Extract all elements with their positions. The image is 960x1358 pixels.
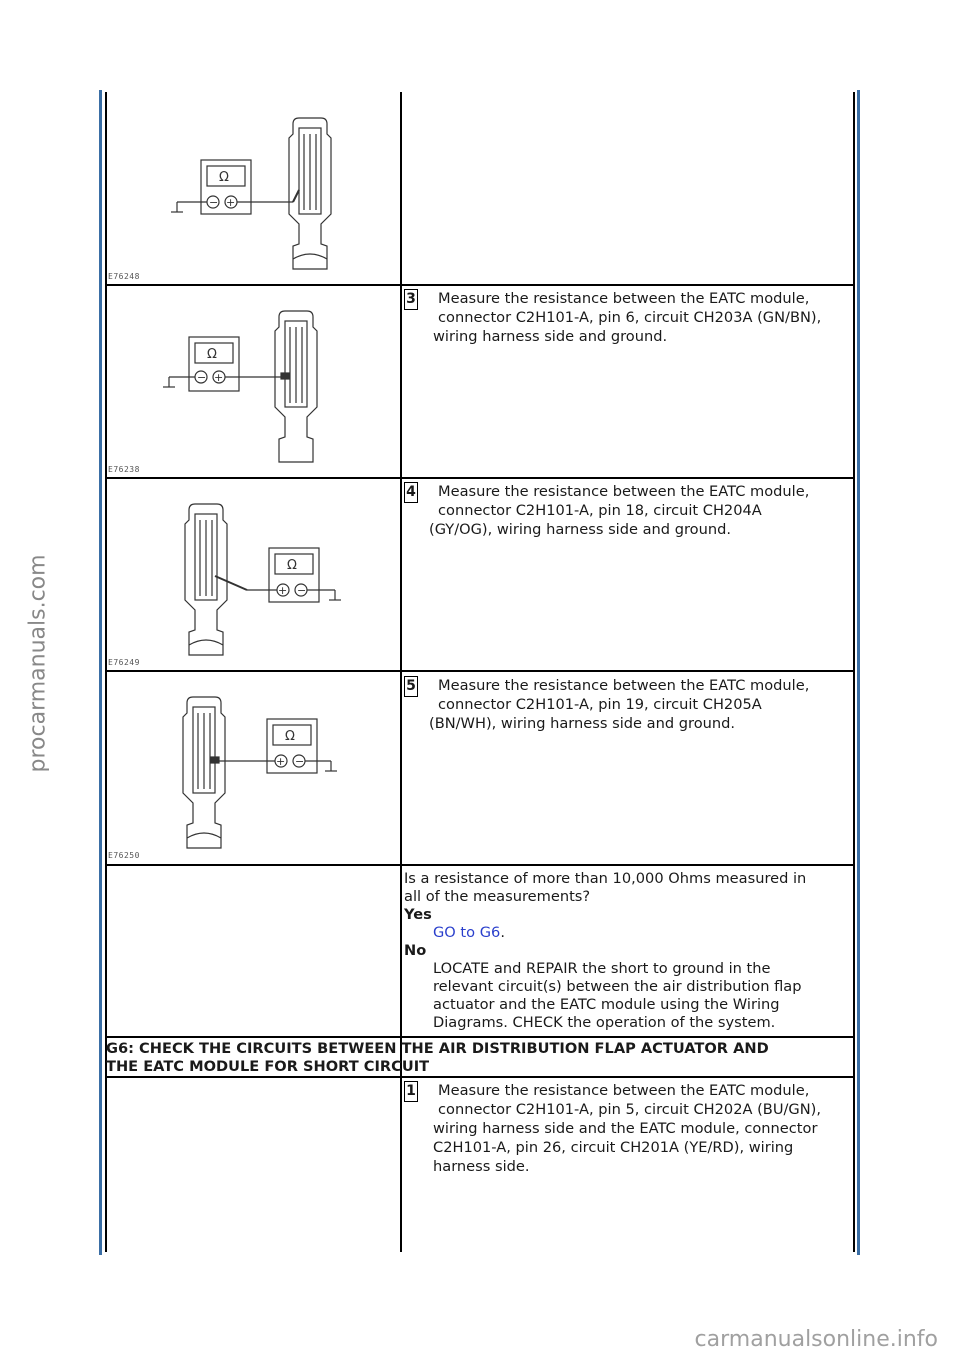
ohm-symbol: Ω xyxy=(207,347,217,362)
figure-id-e76250: E76250 xyxy=(108,851,140,860)
step-line-3: (BN/WH), wiring harness side and ground. xyxy=(429,715,736,732)
row-divider-3 xyxy=(105,670,855,672)
step-3 xyxy=(404,289,854,345)
go-to-g6-link[interactable]: GO to G6 xyxy=(433,924,501,941)
step-line-5: harness side. xyxy=(433,1158,530,1175)
question-block xyxy=(404,870,854,1032)
bottom-watermark: carmanualsonline.info xyxy=(694,1327,938,1352)
step-line-3: wiring harness side and the EATC module, connector xyxy=(433,1120,818,1137)
step-line-3: (GY/OG), wiring harness side and ground. xyxy=(429,521,731,538)
no-line-2: relevant circuit(s) between the air distribution flap xyxy=(433,978,802,995)
ohm-symbol: Ω xyxy=(219,170,229,185)
step-text xyxy=(433,289,858,346)
multimeter xyxy=(211,719,337,773)
ohm-symbol: Ω xyxy=(285,729,295,744)
multimeter xyxy=(171,160,299,214)
minus-terminal-label: − xyxy=(297,584,307,597)
plus-terminal-label: + xyxy=(214,371,224,384)
minus-terminal-label: − xyxy=(295,755,305,768)
step-number: 1 xyxy=(404,1081,418,1102)
right-border xyxy=(853,92,855,1252)
step-line-2: connector C2H101-A, pin 6, circuit CH203A (GN/BN), xyxy=(438,309,822,326)
figure-e76238 xyxy=(107,287,399,477)
g6-heading xyxy=(106,1040,846,1076)
figure-id-e76248: E76248 xyxy=(108,272,140,281)
row-divider-2 xyxy=(105,477,855,479)
figure-e76248 xyxy=(107,94,399,284)
no-line-3: actuator and the EATC module using the Wiring xyxy=(433,996,780,1013)
left-blue-rule xyxy=(99,90,102,1255)
step-line-1: Measure the resistance between the EATC module, xyxy=(438,290,810,307)
step-line-1: Measure the resistance between the EATC module, xyxy=(438,1082,810,1099)
column-divider xyxy=(400,92,402,1252)
step-text xyxy=(433,1081,858,1176)
step-line-4: C2H101-A, pin 26, circuit CH201A (YE/RD), wiring xyxy=(433,1139,794,1156)
step-4 xyxy=(404,482,854,538)
step-number: 5 xyxy=(404,676,418,697)
figure-id-e76238: E76238 xyxy=(108,465,140,474)
question-line-1: Is a resistance of more than 10,000 Ohms measured in xyxy=(404,870,807,887)
question-line-2: all of the measurements? xyxy=(404,888,591,905)
step-line-2: connector C2H101-A, pin 5, circuit CH202A (BU/GN), xyxy=(438,1101,821,1118)
step-line-2: connector C2H101-A, pin 19, circuit CH205A xyxy=(438,696,762,713)
step-number: 3 xyxy=(404,289,418,310)
plus-terminal-label: + xyxy=(278,584,288,597)
step-number: 4 xyxy=(404,482,418,503)
connector-illustration xyxy=(289,118,331,269)
connector-illustration xyxy=(275,311,317,462)
minus-terminal-label: − xyxy=(197,371,207,384)
step-line-2: connector C2H101-A, pin 18, circuit CH204A xyxy=(438,502,762,519)
no-line-4: Diagrams. CHECK the operation of the system. xyxy=(433,1014,776,1031)
yes-answer xyxy=(404,924,854,942)
ohm-symbol: Ω xyxy=(287,558,297,573)
minus-terminal-label: − xyxy=(209,196,219,209)
multimeter xyxy=(215,548,341,602)
no-label: No xyxy=(404,942,427,959)
g6-heading-line-2: THE EATC MODULE FOR SHORT CIRCUIT xyxy=(106,1058,430,1075)
step-5 xyxy=(404,676,854,732)
g6-step-1 xyxy=(404,1081,854,1175)
connector-illustration xyxy=(183,697,225,848)
plus-terminal-label: + xyxy=(226,196,236,209)
figure-e76249 xyxy=(107,480,399,670)
row-divider-6 xyxy=(105,1076,855,1078)
multimeter xyxy=(163,337,289,391)
row-divider-1 xyxy=(105,284,855,286)
step-text xyxy=(429,676,858,733)
g6-heading-line-1: G6: CHECK THE CIRCUITS BETWEEN THE AIR DISTRIBUTION FLAP ACTUATOR AND xyxy=(106,1040,769,1057)
row-divider-5 xyxy=(105,1036,855,1038)
plus-terminal-label: + xyxy=(276,755,286,768)
side-watermark: procarmanuals.com xyxy=(25,554,51,773)
step-line-1: Measure the resistance between the EATC module, xyxy=(438,483,810,500)
no-line-1: LOCATE and REPAIR the short to ground in the xyxy=(433,960,771,977)
step-text xyxy=(429,482,858,539)
step-line-3: wiring harness side and ground. xyxy=(433,328,668,345)
yes-period: . xyxy=(500,924,505,941)
figure-id-e76249: E76249 xyxy=(108,658,140,667)
step-line-1: Measure the resistance between the EATC module, xyxy=(438,677,810,694)
row-divider-4 xyxy=(105,864,855,866)
yes-label: Yes xyxy=(404,906,432,923)
figure-e76250 xyxy=(107,673,399,863)
